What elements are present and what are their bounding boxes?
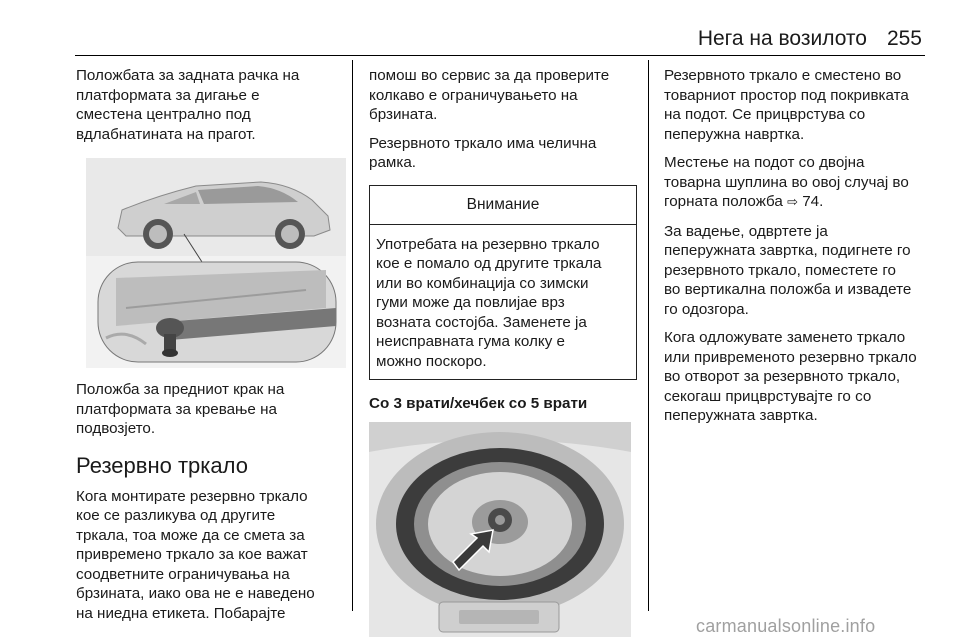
text-line: Кога монтирате резервно тркало xyxy=(76,487,308,505)
intro-paragraph xyxy=(76,66,348,144)
text-line: или привременото резервно тркало xyxy=(664,348,917,366)
text-line: секогаш прицврстувајте го со xyxy=(664,387,872,405)
text-line: тркала, тоа може да се смета за xyxy=(76,526,305,544)
storage-paragraph xyxy=(664,66,932,144)
text-line: подвозјето. xyxy=(76,420,156,437)
text-line: кое е помало од другите тркала xyxy=(376,255,602,272)
text-line: Кога одложувате заменето тркало xyxy=(664,329,906,346)
removal-paragraph xyxy=(664,222,932,320)
watermark: carmanualsonline.info xyxy=(696,616,876,636)
text-line: гуми може да повлијае врз xyxy=(376,294,565,311)
section-heading: Резервно тркало xyxy=(76,452,248,478)
car-jack-illustration xyxy=(86,158,346,368)
frame-paragraph xyxy=(369,134,637,173)
spare-wheel-illustration xyxy=(369,422,631,637)
page-reference-arrow-icon: ⇨ xyxy=(787,195,798,210)
column-3 xyxy=(664,66,932,435)
column-divider-1 xyxy=(352,60,353,611)
text-line: товарниот простор под покривката xyxy=(664,86,909,104)
text-line: брзината. xyxy=(369,106,438,123)
text-line: платформата за кревање на xyxy=(76,400,277,418)
stowing-paragraph xyxy=(664,328,932,426)
text-line: Положбата за задната рачка на xyxy=(76,67,300,84)
text-line: пеперужната завртка. xyxy=(664,407,818,424)
text-line: пеперужната завртка, подигнете го xyxy=(664,242,911,259)
warning-text xyxy=(370,225,636,380)
text-line: или во комбинација со зимски xyxy=(376,274,589,292)
text-line: неисправната гума колку е xyxy=(376,333,565,350)
text-line: товарна шуплина во овој случај во xyxy=(664,173,909,191)
page-number: 255 xyxy=(886,27,922,50)
column-2 xyxy=(369,66,637,637)
text-line: рамка. xyxy=(369,154,416,171)
page-reference: 74. xyxy=(802,193,824,210)
text-line: брзината, иако ова не е наведено xyxy=(76,585,315,602)
warning-title: Внимание xyxy=(370,186,636,225)
floor-paragraph xyxy=(664,153,932,213)
text-line: пеперужна навртка. xyxy=(664,125,805,143)
text-line: вдлабнатината на прагот. xyxy=(76,125,256,143)
text-line: можно поскоро. xyxy=(376,352,487,370)
column-divider-2 xyxy=(648,60,649,611)
header-rule xyxy=(75,55,925,56)
text-line: Местење на подот со двојна xyxy=(664,154,865,171)
text-line: кое се разликува од другите xyxy=(76,507,276,524)
text-line: колкаво е ограничувањето на xyxy=(369,86,578,104)
text-line: го одозгора. xyxy=(664,300,749,318)
text-line: платформата за дигање е xyxy=(76,86,260,104)
continued-paragraph xyxy=(369,66,637,125)
text-line: Резервното тркало е сместено во xyxy=(664,67,902,84)
text-line: Резервното тркало има челична xyxy=(369,134,597,152)
text-line: Положба за предниот крак на xyxy=(76,381,285,398)
text-line: помош во сервис за да проверите xyxy=(369,67,610,84)
figure-caption xyxy=(76,380,348,439)
text-line: во отворот за резервното тркало, xyxy=(664,368,901,385)
subheading: Со 3 врати/хечбек со 5 врати xyxy=(369,395,588,412)
text-line: на подот. Се прицврстува со xyxy=(664,106,866,123)
text-line: резервното тркало, поместете го xyxy=(664,261,896,279)
text-line: на ниедна етикета. Побарајте xyxy=(76,604,286,622)
text-line: За вадење, одвртете ја xyxy=(664,222,828,240)
column-1 xyxy=(76,66,348,623)
text-line: сместена централно под xyxy=(76,106,251,123)
warning-box xyxy=(369,185,637,381)
text-line: горната положба xyxy=(664,193,783,210)
text-line: соодветните ограничувања на xyxy=(76,565,290,583)
text-line: во вертикална положба и извадете xyxy=(664,281,912,298)
text-line: Употребата на резервно тркало xyxy=(376,235,600,253)
text-line: возната состојба. Заменете ја xyxy=(376,313,587,331)
text-line: привремено тркало за кое важат xyxy=(76,546,308,563)
header-title: Нега на возилото xyxy=(697,27,867,50)
body-paragraph xyxy=(76,487,348,624)
